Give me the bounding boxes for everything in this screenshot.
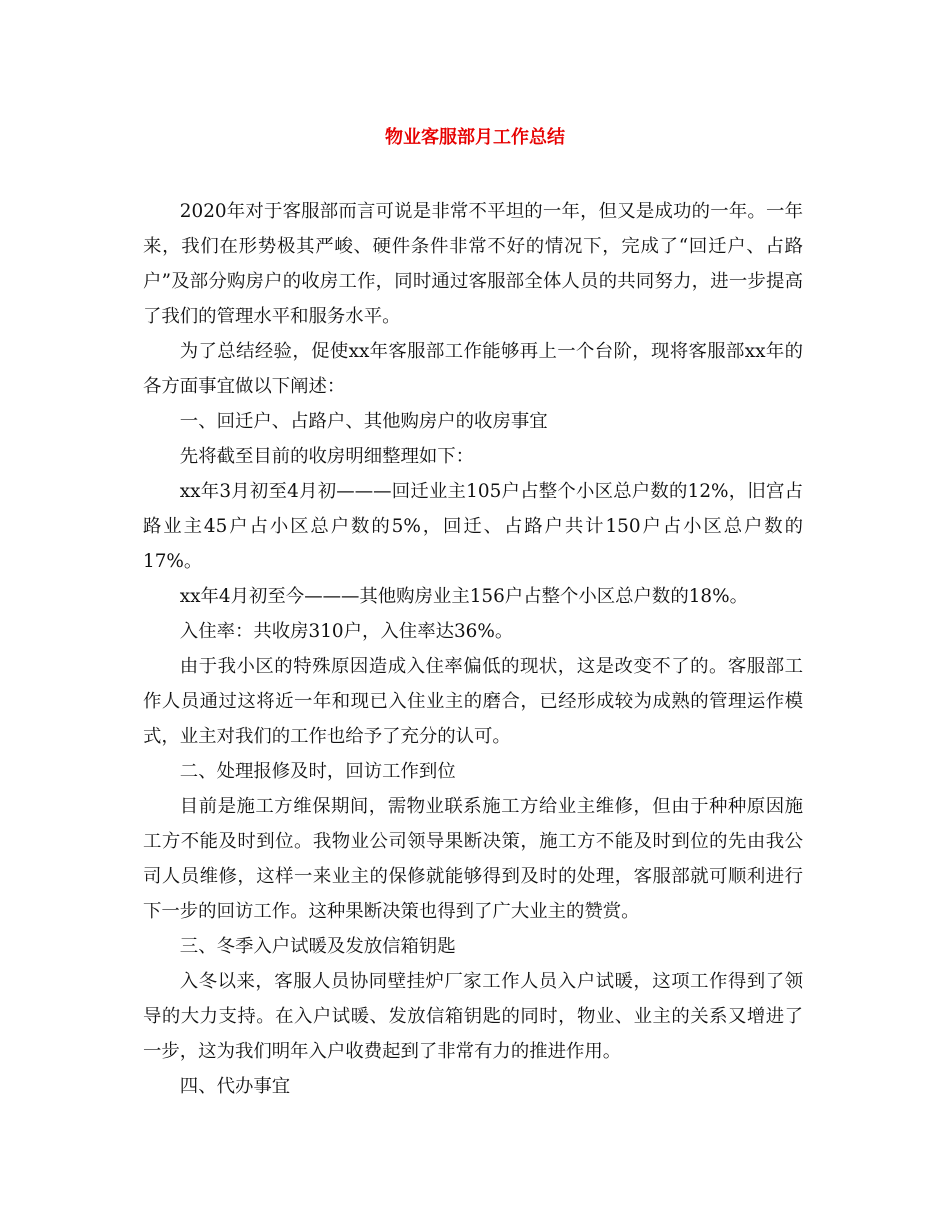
document-body — [143, 194, 803, 1104]
paragraph-details-intro: 先将截至目前的收房明细整理如下： — [179, 446, 475, 467]
document-title: 物业客服部月工作总结 — [385, 127, 565, 148]
paragraph-occupancy: 入住率：共收房310户，入住率达36%。 — [179, 621, 514, 642]
paragraph-intro: 2020年对于客服部而言可说是非常不平坦的一年，但又是成功的一年。一年来，我们在形势极其严峻、硬件条件非常不好的情况下，完成了“回迁户、占路户”及部分购房户的收房工作，同时通过客服部全体人员的共同努力，进一步提高了我们的管理水平和服务水平。 — [143, 201, 803, 327]
section-heading-4: 四、代办事宜 — [179, 1076, 291, 1097]
paragraph-occupancy-analysis: 由于我小区的特殊原因造成入住率偏低的现状，这是改变不了的。客服部工作人员通过这将近一年和现已入住业主的磨合，已经形成较为成熟的管理运作模式，业主对我们的工作也给予了充分的认可。 — [143, 656, 803, 747]
paragraph-purpose: 为了总结经验，促使xx年客服部工作能够再上一个台阶，现将客服部xx年的各方面事宜做以下阐述： — [143, 341, 803, 397]
paragraph-period-1: xx年3月初至4月初———回迁业主105户占整个小区总户数的12%，旧宫占路业主45户占小区总户数的5%，回迁、占路户共计150户占小区总户数的17%。 — [143, 481, 803, 572]
section-heading-3: 三、冬季入户试暖及发放信箱钥匙 — [179, 936, 456, 957]
section-heading-2: 二、处理报修及时，回访工作到位 — [179, 761, 456, 782]
paragraph-repairs: 目前是施工方维保期间，需物业联系施工方给业主维修，但由于种种原因施工方不能及时到位。我物业公司领导果断决策，施工方不能及时到位的先由我公司人员维修，这样一来业主的保修就能够得到及时的处理，客服部就可顺利进行下一步的回访工作。这种果断决策也得到了广大业主的赞赏。 — [143, 796, 803, 922]
paragraph-period-2: xx年4月初至今———其他购房业主156户占整个小区总户数的18%。 — [179, 586, 748, 607]
paragraph-heating: 入冬以来，客服人员协同壁挂炉厂家工作人员入户试暖，这项工作得到了领导的大力支持。在入户试暖、发放信箱钥匙的同时，物业、业主的关系又增进了一步，这为我们明年入户收费起到了非常有力的推进作用。 — [143, 971, 803, 1062]
section-heading-1: 一、回迁户、占路户、其他购房户的收房事宜 — [179, 411, 548, 432]
